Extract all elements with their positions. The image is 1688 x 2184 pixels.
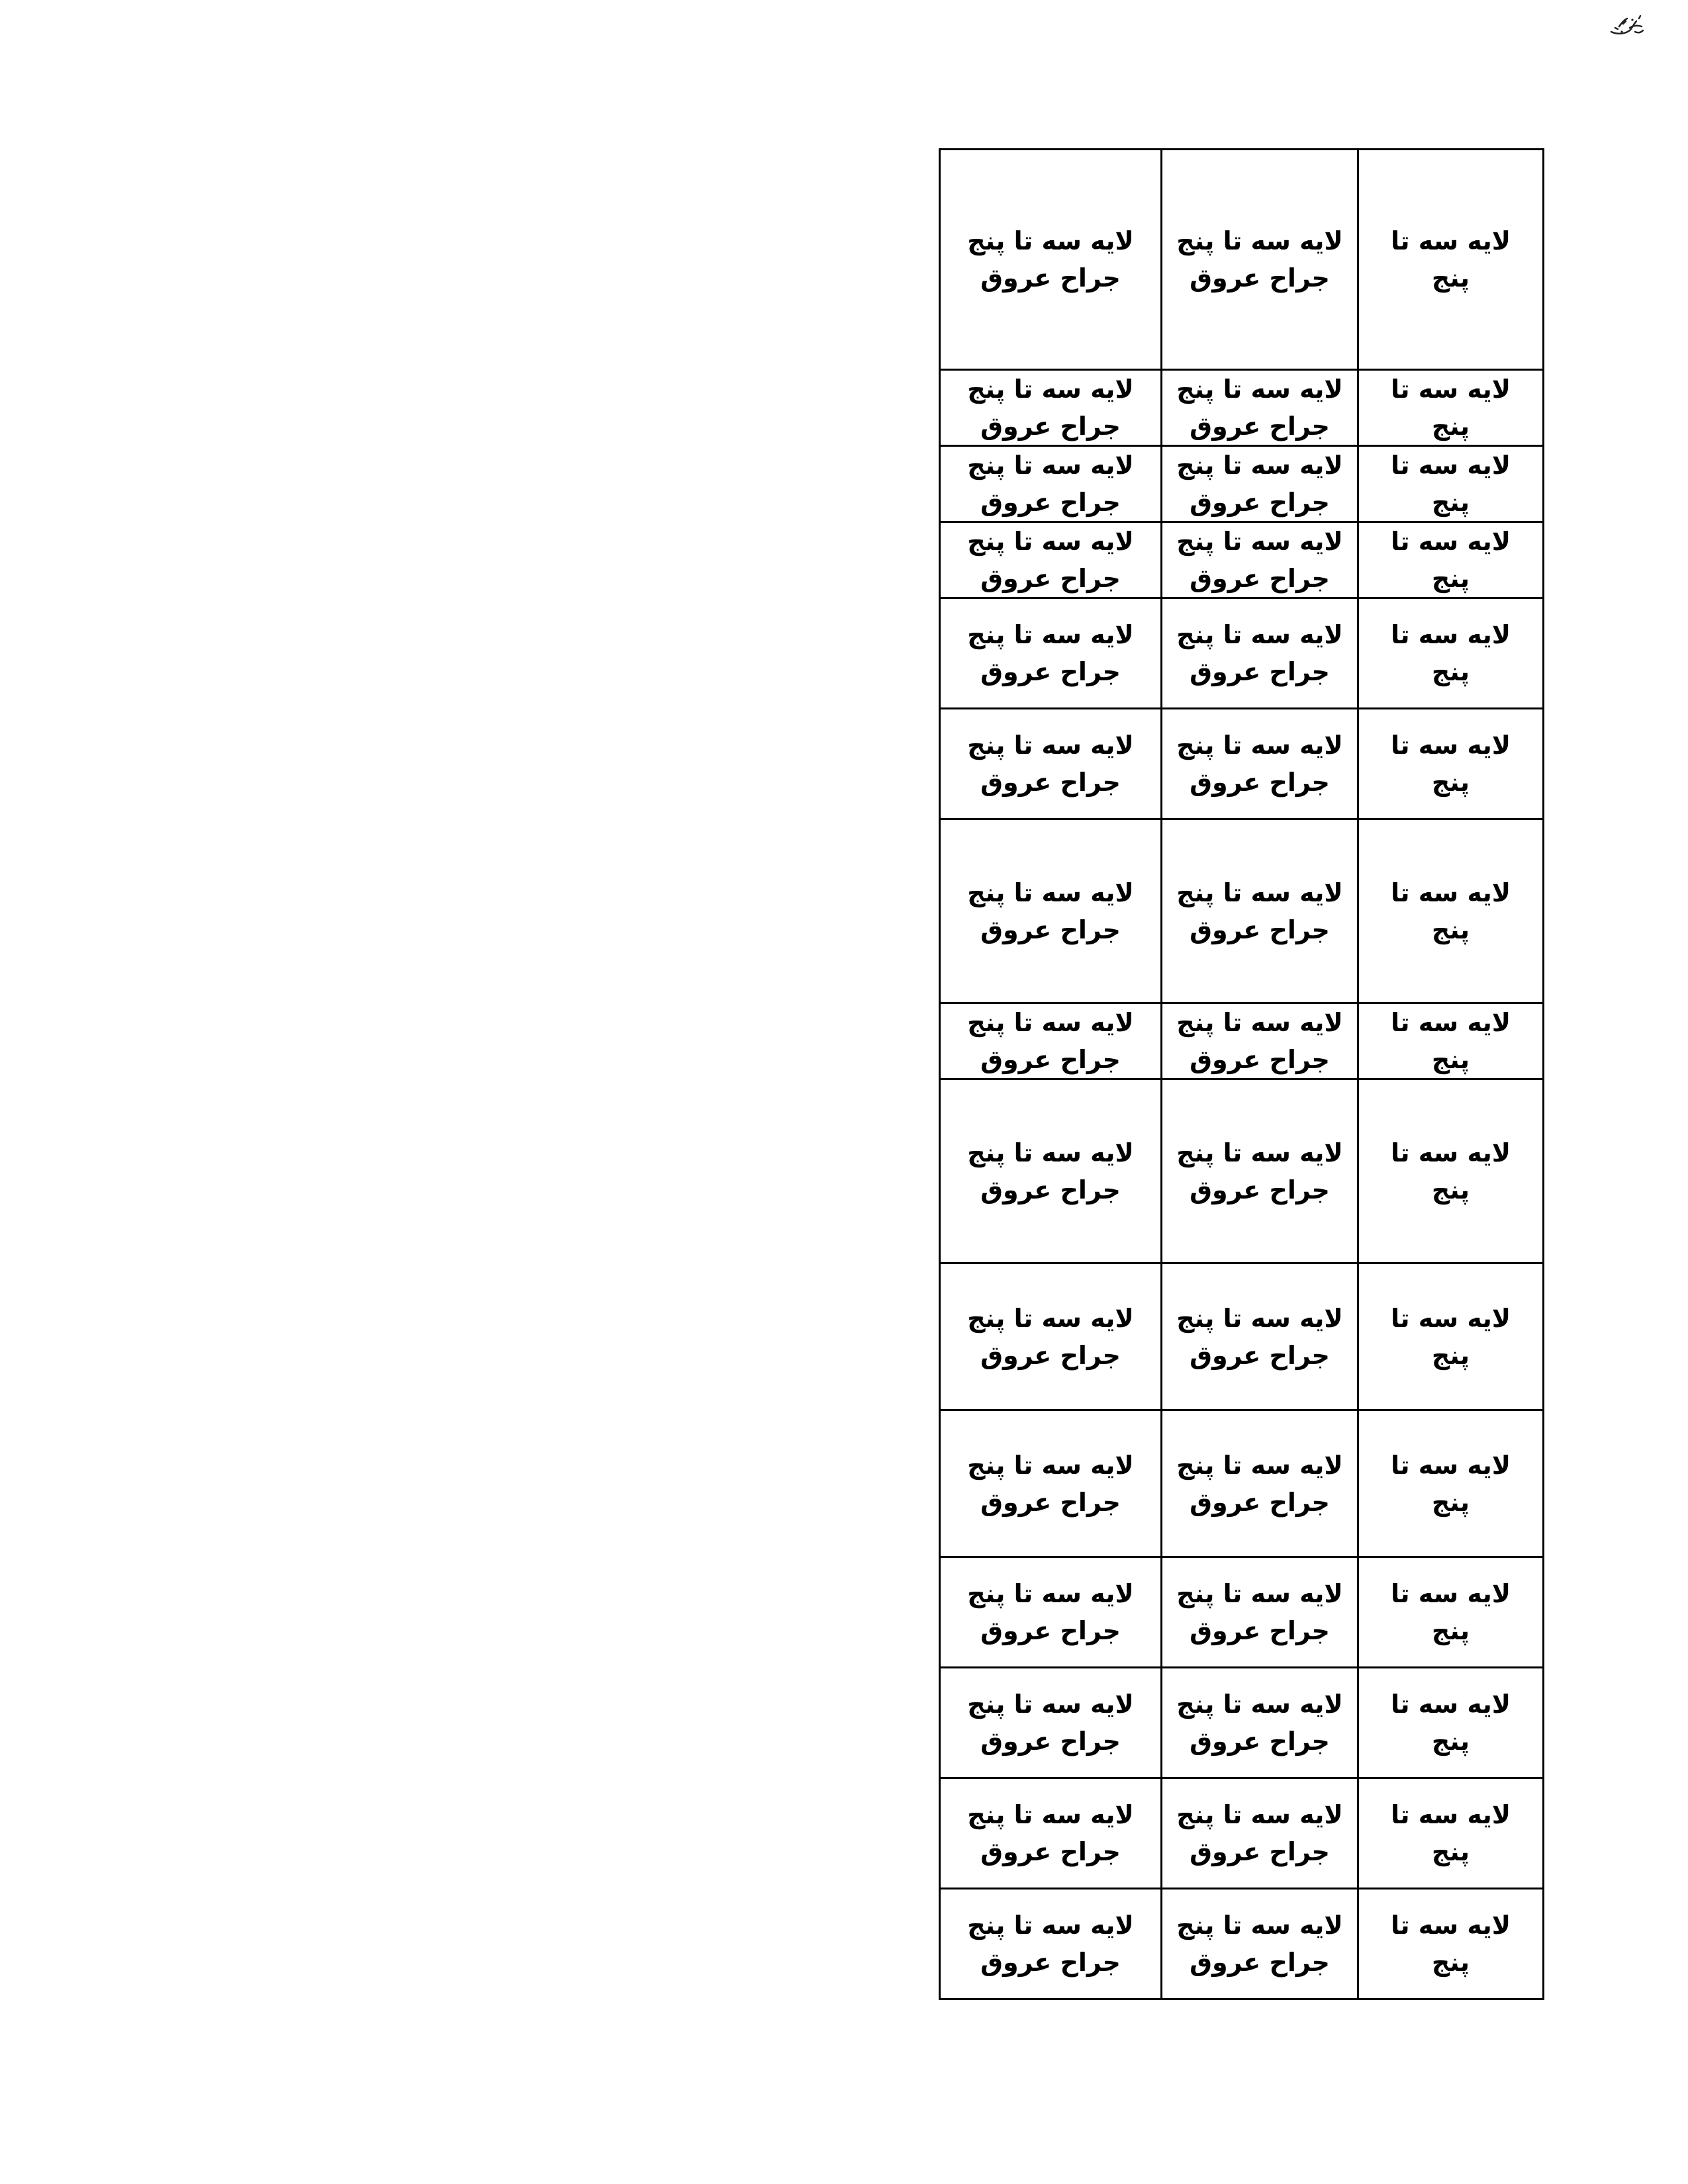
- table-cell: لایه سه تا پنج جراح عروق: [1162, 150, 1358, 370]
- table-row: [940, 522, 1544, 598]
- table-cell: لایه سه تا پنج جراح عروق: [940, 1668, 1162, 1778]
- document-table: [939, 148, 1544, 2000]
- table-cell: لایه سه تا پنج: [1358, 522, 1544, 598]
- table-row: [940, 370, 1544, 446]
- table-cell: لایه سه تا پنج جراح عروق: [940, 370, 1162, 446]
- table-cell: لایه سه تا پنج جراح عروق: [1162, 1557, 1358, 1668]
- table-cell: لایه سه تا پنج جراح عروق: [940, 709, 1162, 819]
- table-cell: لایه سه تا پنج: [1358, 1557, 1544, 1668]
- table-cell: لایه سه تا پنج: [1358, 1889, 1544, 1999]
- table-cell: لایه سه تا پنج جراح عروق: [940, 522, 1162, 598]
- table-row: [940, 1263, 1544, 1410]
- table-row: [940, 150, 1544, 370]
- table-row: [940, 598, 1544, 709]
- table-cell: لایه سه تا پنج: [1358, 1410, 1544, 1557]
- table-cell: لایه سه تا پنج جراح عروق: [1162, 1263, 1358, 1410]
- document-table-container: [939, 148, 1542, 1985]
- table-cell: لایه سه تا پنج جراح عروق: [940, 1778, 1162, 1889]
- table-cell: لایه سه تا پنج: [1358, 150, 1544, 370]
- table-cell: لایه سه تا پنج: [1358, 709, 1544, 819]
- table-row: [940, 446, 1544, 522]
- table-cell: لایه سه تا پنج جراح عروق: [1162, 1079, 1358, 1263]
- table-cell: لایه سه تا پنج جراح عروق: [1162, 1778, 1358, 1889]
- table-cell: لایه سه تا پنج جراح عروق: [940, 819, 1162, 1003]
- table-cell: لایه سه تا پنج جراح عروق: [940, 1079, 1162, 1263]
- table-row: [940, 709, 1544, 819]
- table-cell: لایه سه تا پنج جراح عروق: [940, 1410, 1162, 1557]
- table-cell: لایه سه تا پنج جراح عروق: [940, 446, 1162, 522]
- table-cell: لایه سه تا پنج جراح عروق: [1162, 598, 1358, 709]
- table-row: [940, 1778, 1544, 1889]
- table-cell: لایه سه تا پنج: [1358, 819, 1544, 1003]
- table-cell: لایه سه تا پنج جراح عروق: [1162, 446, 1358, 522]
- table-cell: لایه سه تا پنج جراح عروق: [1162, 1889, 1358, 1999]
- table-cell: لایه سه تا پنج: [1358, 1079, 1544, 1263]
- table-row: [940, 1079, 1544, 1263]
- table-cell: لایه سه تا پنج جراح عروق: [1162, 819, 1358, 1003]
- table-cell: لایه سه تا پنج: [1358, 1003, 1544, 1079]
- table-cell: لایه سه تا پنج: [1358, 1263, 1544, 1410]
- table-row: [940, 819, 1544, 1003]
- table-cell: لایه سه تا پنج: [1358, 1778, 1544, 1889]
- table-cell: لایه سه تا پنج جراح عروق: [940, 1003, 1162, 1079]
- table-cell: لایه سه تا پنج جراح عروق: [940, 1557, 1162, 1668]
- table-cell: لایه سه تا پنج جراح عروق: [1162, 1003, 1358, 1079]
- table-cell: لایه سه تا پنج: [1358, 446, 1544, 522]
- table-body: [940, 150, 1544, 1999]
- table-row: [940, 1668, 1544, 1778]
- table-cell: لایه سه تا پنج جراح عروق: [1162, 370, 1358, 446]
- table-cell: لایه سه تا پنج جراح عروق: [1162, 1668, 1358, 1778]
- table-cell: لایه سه تا پنج: [1358, 598, 1544, 709]
- table-cell: لایه سه تا پنج جراح عروق: [940, 1263, 1162, 1410]
- table-row: [940, 1410, 1544, 1557]
- table-cell: لایه سه تا پنج: [1358, 1668, 1544, 1778]
- table-cell: لایه سه تا پنج جراح عروق: [1162, 522, 1358, 598]
- table-cell: لایه سه تا پنج جراح عروق: [1162, 709, 1358, 819]
- table-cell: لایه سه تا پنج جراح عروق: [940, 598, 1162, 709]
- table-cell: لایه سه تا پنج جراح عروق: [1162, 1410, 1358, 1557]
- calligraphy-logo-icon: [1610, 12, 1644, 38]
- table-row: [940, 1889, 1544, 1999]
- table-cell: لایه سه تا پنج جراح عروق: [940, 150, 1162, 370]
- table-row: [940, 1003, 1544, 1079]
- table-cell: لایه سه تا پنج: [1358, 370, 1544, 446]
- table-row: [940, 1557, 1544, 1668]
- table-cell: لایه سه تا پنج جراح عروق: [940, 1889, 1162, 1999]
